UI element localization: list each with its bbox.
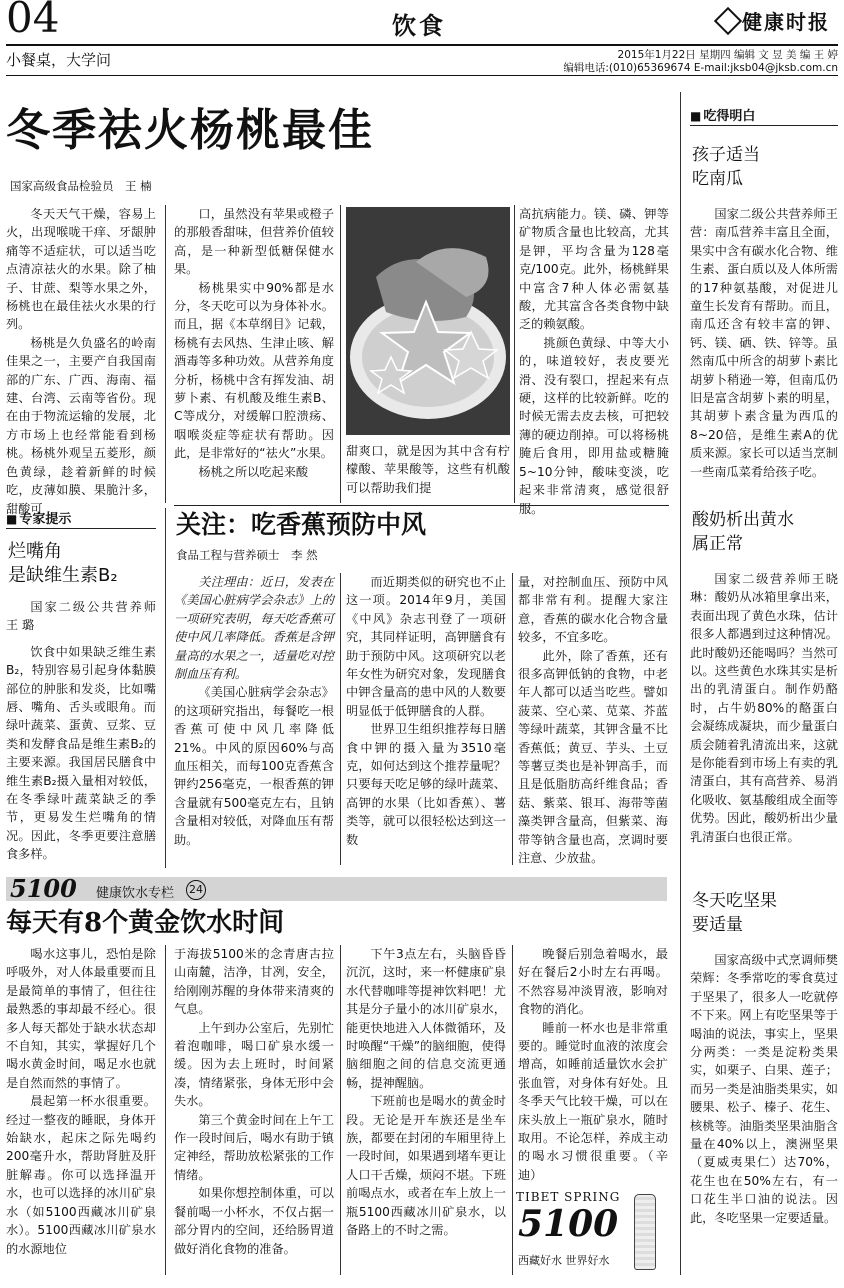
water-issue-badge: 24 [186,880,206,900]
date-line: 2015年1月22日 星期四 编辑 文 昱 美 编 王 婷 [617,49,838,61]
sidebar-label: ■ 吃得明白 [690,105,838,126]
paragraph: 口，虽然没有苹果或橙子的那般香甜味，但营养价值较高，是一种新型低糖保健水果。 [174,207,334,277]
column-divider [514,205,515,503]
paragraph: 国家二级公共营养师王营：南瓜营养丰富且全面，果实中含有碳水化合物、维生素、蛋白质以及人体所需的17种氨基酸，对促进儿童生长发育有帮助。而且，南瓜还含有较丰富的钾、钙、镁、硒、铁、锌等。虽然南瓜中所含的胡萝卜素比胡萝卜稍逊一筹，但南瓜仍旧是富含胡萝卜素的明星，其胡萝卜素含量为西瓜的8~20倍，是维生素A的优质来源。家长可以适当烹制一些南瓜菜肴给孩子吃。 [690,207,838,479]
water-brand-logo: 5100 [10,874,77,903]
sidebar-a2-body [690,570,838,846]
main-col-2 [174,205,334,481]
paragraph: 杨桃之所以吃起来酸 [198,464,309,479]
expert-tip-byline: 国家二级公共营养师 王 璐 [6,600,169,633]
paragraph: 《美国心脏病学会杂志》的这项研究指出，每餐吃一根香蕉可使中风几率降低21%。中风的原因60%与高血压相关，而每100克香蕉含钾约256毫克，一根香蕉的钾含量就有500毫克左右，且钠含量相对较低，对降血压有帮助。 [174,685,334,847]
paragraph: 甜爽口，就是因为其中含有柠檬酸、苹果酸等，这些有机酸可以帮助我们提 [346,444,510,495]
paragraph: 杨桃果实中90%都是水分，冬天吃可以为身体补水。而且，据《本草纲目》记载，杨桃有去风热、生津止咳、解酒毒等多种功效。从营养角度分析，杨桃中含有挥发油、胡萝卜素、有机酸及维生素B、C等成分，对缓解口腔溃疡、咽喉炎症等症状有帮助。因此，是非常好的“祛火”水果。 [174,280,334,461]
column-divider [512,945,513,1275]
paragraph: 上午到办公室后，先别忙着泡咖啡，喝口矿泉水缓一缓。因为去上班时，时间紧凑，情绪紧张，身体无形中会失水。 [174,1020,334,1109]
ad-brand: TIBET SPRING [516,1190,621,1204]
water-col-4 [518,945,668,1184]
paragraph: 喝水这事儿，恐怕是除呼吸外，对人体最重要而且是最简单的事情了，但往往最熟悉的事却最不经心。很多人每天都处于缺水状态却不自知，其实，掌握好几个喝水黄金时间，喝足水也就是自然而然的事情了。 [6,947,156,1090]
water-column-label: 健康饮水专栏 [96,886,175,901]
expert-tip-label: ■ 专家提示 [6,508,156,529]
water-col-1 [6,945,156,1258]
main-col-3 [346,442,510,497]
focus-reason: 关注理由：近日，发表在《美国心脏病学会杂志》上的一项研究表明，每天吃香蕉可使中风几率降低。香蕉是含钾量高的水果之一，适量吃对控制血压有利。 [174,575,334,682]
paragraph: 如果你想控制体重，可以餐前喝一小杯水，不仅占据一部分胃内的空间，还给肠胃道做好消化食物的准备。 [174,1186,334,1256]
paragraph: 量，对控制血压、预防中风都非常有利。提醒大家注意，香蕉的碳水化合物含量较多，不宜多吃。 [518,575,668,645]
header-rule-2 [6,75,838,76]
ad-logo: 5100 [518,1203,619,1245]
column-divider [165,945,166,1275]
water-headline: 每天有8个黄金饮水时间 [6,908,285,938]
paragraph: 饮食中如果缺乏维生素B₂，特别容易引起身体黏膜部位的肿胀和发炎，比如嘴唇、嘴角、舌头或眼角。而绿叶蔬菜、蛋黄、豆浆、豆类和发酵食品是维生素B₂的主要来源。我国居民膳食中维生素B₂摄入量相对较低，在冬季绿叶蔬菜缺乏的季节，更易发生烂嘴角的情况。因此，冬季更要注意膳食多样。 [6,644,156,862]
main-byline: 国家高级食品检验员 王 楠 [10,179,152,193]
paragraph: 高抗病能力。镁、磷、钾等矿物质含量也比较高，尤其是钾，平均含量为128毫克/100克。此外，杨桃鲜果中富含7种人体必需氨基酸，尤其富含各类食物中缺乏的赖氨酸。 [519,207,669,332]
paragraph: 杨桃是久负盛名的岭南佳果之一，主要产自我国南部的广东、广西、海南、福建、台湾、云南等省份。现在由于物流运输的发展，北方市场上也经常能看到杨桃。杨桃外观呈五菱形，颜色黄绿，趁着新鲜的时候吃，皮薄如膜、果脆汁多，甜酸可 [6,335,156,516]
paragraph: 冬天天气干燥，容易上火，出现喉咙干痒、牙龈肿痛等不适症状，可以适当吃点清凉祛火的水果。除了柚子、甘蔗、梨等水果之外，杨桃也在最佳祛火水果的行列。 [6,207,156,332]
sidebar-a2-title-1: 酸奶析出黄水 [692,510,794,530]
sidebar-a3-title-2: 要适量 [692,915,743,935]
expert-tip-body [6,598,169,864]
sidebar-divider [680,92,681,1275]
banana-col-3 [518,573,668,868]
paragraph: 此外，除了香蕉，还有很多高钾低钠的食物，中老年人都可以适当吃些。譬如菠菜、空心菜、苋菜、芥蓝等绿叶蔬菜，其钾含量不比香蕉低；黄豆、芋头、土豆等薯豆类也是补钾高手，而且是低脂肪高纤维食品；香菇、紫菜、银耳、海带等菌藻类钾含量高，但紫菜、海带等钠含量也高，烹调时要注意、少放盐。 [518,648,668,866]
column-divider [512,573,513,865]
paragraph: 下班前也是喝水的黄金时段。无论是开车族还是坐车族，都要在封闭的车厢里待上一段时间，如果遇到堵车更让人口干舌燥，烦闷不堪。下班前喝点水，或者在车上放上一瓶5100西藏冰川矿泉水，以备路上的不时之需。 [346,1094,506,1238]
masthead-title: 健康时报 [742,10,830,34]
column-divider [340,573,341,865]
water-ad [516,1190,666,1274]
paragraph: 下午3点左右，头脑昏昏沉沉，这时，来一杯健康矿泉水代替咖啡等提神饮料吧！尤其是分子量小的冰川矿泉水，能更快地进入人体微循环，及时唤醒“干燥”的脑细胞，使得脑细胞之间的信息交流更通畅，提神醒脑。 [346,947,506,1090]
column-divider [165,205,166,503]
paragraph: 晨起第一杯水很重要。经过一整夜的睡眠，身体开始缺水，起床之际先喝约200毫升水，帮助肾脏及肝脏解毒。你可以选择温开水，也可以选择的冰川矿泉水（如5100西藏冰川矿泉水）。5100西藏冰川矿泉水的水源地位 [6,1094,156,1256]
banana-headline: 关注：吃香蕉预防中风 [176,510,427,539]
page-number: 04 [6,0,60,42]
ad-slogan: 西藏好水 世界好水 [518,1254,610,1267]
sidebar-a1-title-1: 孩子适当 [692,145,760,165]
column-name: 小餐桌，大学问 [6,51,112,69]
banana-col-2 [346,573,506,849]
main-headline: 冬季祛火杨桃最佳 [6,105,374,156]
masthead-logo [718,6,830,35]
paragraph: 晚餐后别急着喝水，最好在餐后2小时左右再喝。不然容易冲淡胃液，影响对食物的消化。 [518,947,668,1017]
section-title: 饮食 [392,12,446,40]
paragraph: 而近期类似的研究也不止这一项。2014年9月，美国《中风》杂志刊登了一项研究，其同样证明，高钾膳食有助于预防中风。这项研究以老年女性为研究对象，发现膳食中钾含量高的患中风的人数要明显低于低钾膳食的人群。 [346,575,506,718]
logo-mark-icon [714,6,742,34]
paragraph: 挑颜色黄绿、中等大小的，味道较好，表皮要光滑、没有裂口，捏起来有点硬，这样的比较新鲜。吃的时候无需去皮去核，可把较薄的硬边削掉。可以将杨桃腌后食用，即用盐或糖腌5~10分钟，酸味变淡，吃起来非常清爽，感觉很舒服。 [519,335,669,516]
paragraph: 于海拔5100米的念青唐古拉山南麓，洁净，甘冽，安全，给刚刚苏醒的身体带来清爽的气息。 [174,947,334,1017]
banana-col-1 [174,573,334,849]
sidebar-a3-body [690,951,838,1227]
water-bottle-icon [634,1194,656,1270]
sidebar-a2-title-2: 属正常 [692,534,743,554]
water-col-2 [174,945,334,1258]
sidebar-a3-title-1: 冬天吃坚果 [692,891,777,911]
banana-byline: 食品工程与营养硕士 李 然 [176,548,318,562]
sidebar-a1-title-2: 吃南瓜 [692,169,743,189]
water-col-3 [346,945,506,1240]
paragraph: 睡前一杯水也是非常重要的。睡觉时血液的浓度会增高，如睡前适量饮水会扩张血管，对身体有好处。且冬季天气比较干燥，可以在床头放上一瓶矿泉水，随时取用。不论怎样，养成主动的喝水习惯很重要。（辛 迪） [518,1020,668,1182]
column-divider [340,945,341,1275]
paragraph: 国家二级营养师王晓琳：酸奶从冰箱里拿出来，表面出现了黄色水珠，估计很多人都遇到过这种情况。此时酸奶还能喝吗？当然可以。这些黄色水珠其实是析出的乳清蛋白。制作奶酪时，占牛奶80%的酪蛋白会凝练成凝块，而少量蛋白质会随着乳清流出来，这就是你能看到市场上有卖的乳清蛋白，其有高营养、易消化吸收、氨基酸组成全面等优势。因此，酸奶析出少量乳清蛋白也很正常。 [690,572,838,844]
column-divider [165,508,166,868]
column-divider [340,205,341,503]
paragraph: 第三个黄金时间在上午工作一段时间后，喝水有助于镇定神经，帮助放松紧张的工作情绪。 [174,1112,334,1182]
starfruit-photo [346,207,510,435]
expert-tip-title-1: 烂嘴角 [8,541,62,562]
main-col-1 [6,205,156,518]
paragraph: 世界卫生组织推荐每日膳食中钾的摄入量为3510毫克，如何达到这个推荐量呢？只要每天吃足够的绿叶蔬菜、高钾的水果（比如香蕉）、薯类等，就可以很轻松达到这一数 [346,722,506,847]
contact-line: 编辑电话:(010)65369674 E-mail:jksb04@jksb.com.cn [563,62,838,74]
expert-tip-title-2: 是缺维生素B₂ [8,565,118,586]
paragraph: 国家高级中式烹调师樊荣辉：冬季常吃的零食莫过于坚果了，很多人一吃就停不下来。网上有吃坚果等于喝油的说法，事实上，坚果分两类：一类是淀粉类果实，如栗子、白果、莲子；而另一类是油脂类果实，如腰果、松子、榛子、花生、核桃等。油脂类坚果油脂含量在40%以上，澳洲坚果（夏威夷果仁）达70%，花生也在50%左右，有一口花生半口油的说法。因此，冬吃坚果一定要适量。 [690,953,838,1225]
main-col-4 [519,205,669,518]
header-rule [6,44,838,46]
banana-top-rule [174,505,669,506]
sidebar-a1-body [690,205,838,481]
